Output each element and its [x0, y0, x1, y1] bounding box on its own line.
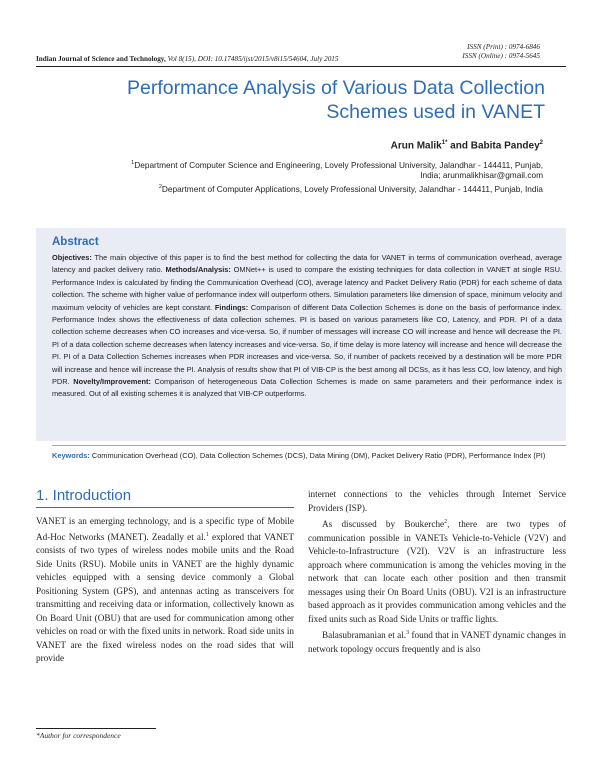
- footnote: *Author for correspondence: [36, 731, 121, 740]
- right-p2-b: , there are two types of communication possible in VANETs Vehicle-to-Vehicle (V2V) and Vehicle-to-Infrastructure (V2I). V2V is an infrastructure less approach where communication is among the vehicles moving in the network that can locate each other position and then transmit messages using their On Board Units (OBU). V2I is an infrastructure based approach as it provides communication among vehicles and the fixed units such as Road Side Units or traffic lights.: [308, 519, 566, 624]
- keywords: [52, 450, 562, 462]
- ref-2-sup: 2: [444, 519, 448, 525]
- affiliation-2-text: Department of Computer Applications, Lovely Professional University, Jalandhar - 144411, Punjab, India: [161, 183, 543, 194]
- affiliation-1-email[interactable]: India; arunmalikhisar@gmail.com: [420, 170, 543, 180]
- keywords-rule: [52, 445, 566, 446]
- author-2: and Babita Pandey: [447, 140, 540, 152]
- novelty-text: Comparison of heterogeneous Data Collection Schemes is made on same parameters and their performance index is measured. Out of all existing schemes it is analyzed that VIB-CP outperforms.: [52, 377, 562, 399]
- findings-text: Comparison of different Data Collection Schemes is done on the basis of performance index. Performance Index shows the effectiveness of data collection schemes. PI is based on various parameters like CO, Latency, and PDR. PI of a data collection scheme decreases when CO increases and vice-versa. So, if number of messages will increase CO will increase and hence will decrease the PI. PI of a data collection scheme decreases when latency increases and vice-versa. So, if time delay is more latency will increase and hence will decrease the PI. PI of a Data Collection Schemes increases when PDR increases and vice-versa. So, if number of packets received by a destination will be more PDR will increase and hence will increase the PI. Analysis of results show that PI of VIB-CP is the best among all DCSs, as it has less CO, low latency, and high PDR.: [52, 302, 562, 387]
- left-text-a: VANET is an emerging technology, and is a specific type of Mobile Ad-Hoc Networks (MANET). Zeadally et al.: [36, 516, 294, 542]
- abstract-heading: Abstract: [52, 236, 99, 248]
- right-p3-b: found that in VANET dynamic changes in network topology occurs frequently and is also: [308, 630, 566, 654]
- header-rule: [36, 66, 566, 67]
- affiliation-1: [23, 158, 543, 171]
- title-line-2: Schemes used in VANET: [326, 101, 545, 123]
- issn-online: ISSN (Online) : 0974-5645: [462, 52, 540, 60]
- findings-label: Findings:: [214, 302, 249, 312]
- section-heading: 1. Introduction: [36, 487, 132, 504]
- right-p2-a: As discussed by Boukerche: [322, 519, 445, 530]
- novelty-label: Novelty/Improvement:: [73, 377, 151, 387]
- affiliation-2-sup: 2: [158, 184, 162, 190]
- right-paragraph-2: [308, 516, 566, 626]
- paper-title: [80, 76, 545, 124]
- right-paragraph-1: internet connections to the vehicles through Internet Service Providers (ISP).: [308, 489, 566, 513]
- journal-name: Indian Journal of Science and Technology,: [36, 55, 166, 63]
- author-1: Arun Malik: [390, 140, 442, 152]
- right-column: [308, 488, 566, 656]
- authors: [391, 140, 543, 151]
- objectives-label: Objectives:: [52, 253, 92, 262]
- left-column: [36, 515, 294, 666]
- affiliation-1-sup: 1: [131, 160, 135, 166]
- title-line-1: Performance Analysis of Various Data Collection: [126, 77, 545, 99]
- methods-label: Methods/Analysis:: [165, 265, 231, 275]
- affiliation-1-text: Department of Computer Science and Engineering, Lovely Professional University, Jalandhar - 144411, Punjab,: [134, 159, 543, 170]
- abstract-body: [52, 252, 562, 401]
- footnote-rule: [36, 728, 156, 729]
- author-1-sup: 1*: [441, 140, 448, 146]
- ref-3-sup: 3: [406, 630, 410, 637]
- methods-text: OMNet++ is used to compare the existing techniques for data collection in VANET at single RSU. Performance Index is calculated by finding the Communication Overhead (CO), average latency and Packet Delivery Ratio (PDR) for each scheme of data collection. The scheme with higher value of performance index will outperform others. Simulation parameters like dimension of space, minimum velocity and maximum velocity of vehicles are kept constant.: [52, 265, 563, 312]
- left-paragraph: [36, 515, 294, 666]
- journal-meta: Vol 8(15), DOI: 10.17485/ijst/2015/v8i15/54604, July 2015: [167, 55, 339, 63]
- affiliation-2: [23, 182, 543, 195]
- objectives-text: The main objective of this paper is to find the best method for collecting the data for VANET in terms of communication overhead, average latency and packet delivery ratio.: [52, 253, 562, 275]
- left-text-b: explored that VANET consists of two types of wireless nodes mobile units and the Road Side Units (RSU). Mobile units in VANET are the highly dynamic vehicles equipped with a sensing device commonly a Global Positioning System (GPS), and antennas acting as transceivers for transmitting and receiving data or information, collectively known as On Board Unit (OBU) that are used for communication among other vehicles on road or with the fixed units in network. Road side units in VANET are the fixed wireless nodes on the road sides that will provide: [36, 531, 295, 664]
- ref-1-sup: 1: [205, 531, 209, 538]
- journal-citation: [36, 55, 566, 63]
- right-p3-a: Balasubramanian et al.: [322, 630, 407, 641]
- author-2-sup: 2: [539, 140, 543, 146]
- section-rule: [36, 507, 294, 508]
- issn-print: ISSN (Print) : 0974-6846: [467, 43, 540, 51]
- right-paragraph-3: [308, 627, 566, 656]
- keywords-text: Communication Overhead (CO), Data Collection Schemes (DCS), Data Mining (DM), Packet Delivery Ratio (PDR), Performance Index (PI): [89, 451, 546, 460]
- keywords-label: Keywords:: [52, 451, 90, 460]
